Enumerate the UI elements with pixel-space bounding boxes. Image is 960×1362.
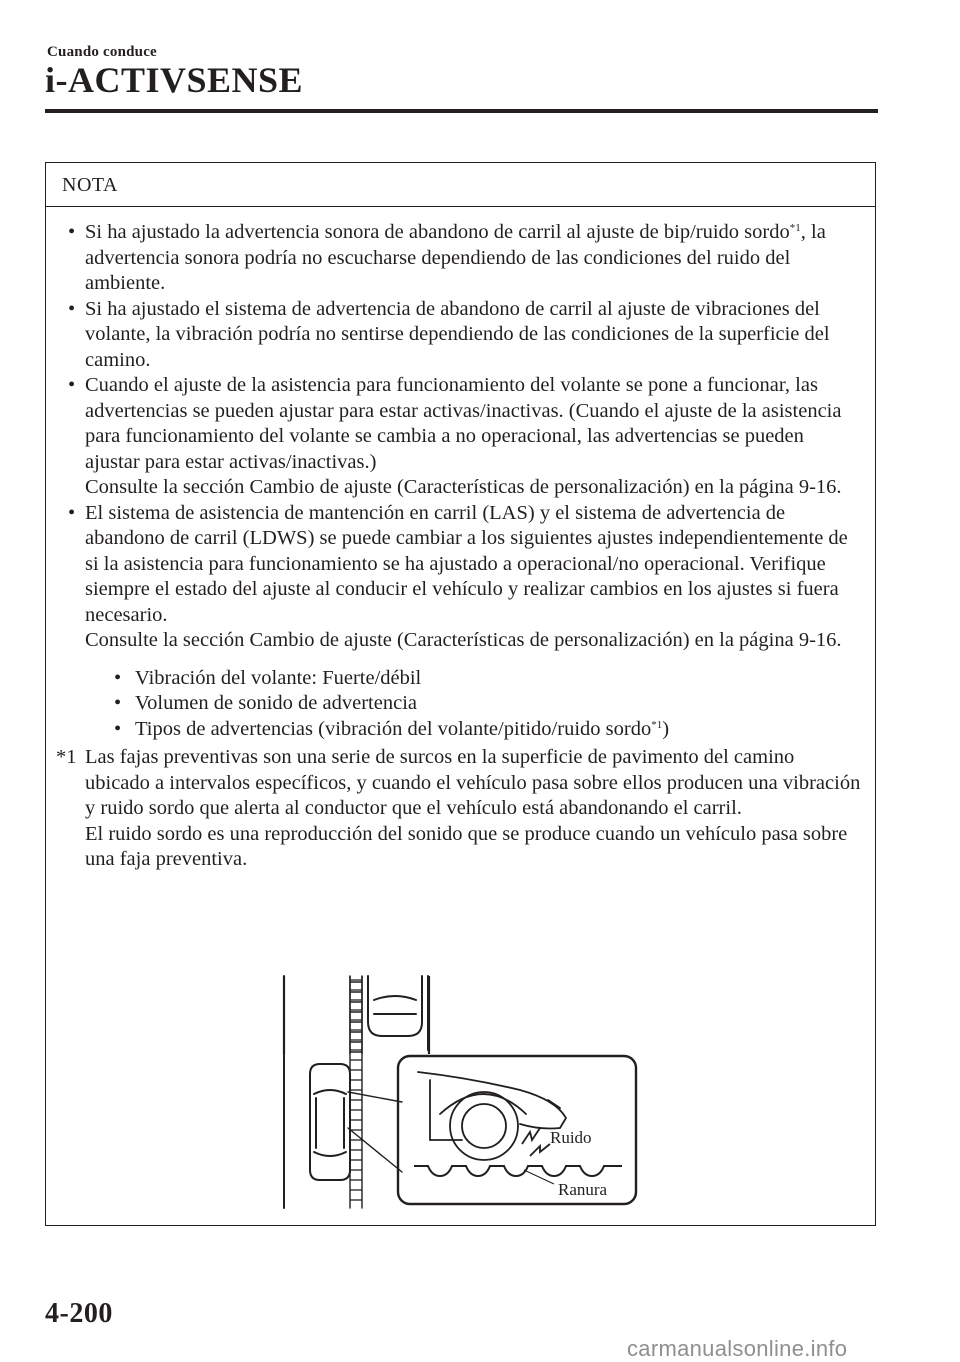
groove-label: Ranura	[558, 1180, 608, 1199]
footnote-text-2: El ruido sordo es una reproducción del sonido que se produce cuando un vehículo pasa sobre una faja preventiva.	[85, 822, 848, 870]
bullet-text-continued: , la advertencia sonora podría no escucharse dependiendo de las condiciones del ruido del ambiente.	[85, 221, 826, 294]
watermark: carmanualsonline.info	[627, 1336, 848, 1361]
bullet-marker: •	[114, 666, 122, 689]
bullet-marker: •	[114, 717, 122, 740]
bullet-marker: •	[68, 374, 76, 396]
bullet-marker: •	[68, 221, 76, 243]
footnote-mark: *1	[56, 746, 77, 768]
settings-item-text: Vibración del volante: Fuerte/débil	[135, 666, 422, 689]
settings-item-text-end: )	[662, 717, 670, 740]
bullet-marker: •	[68, 501, 76, 524]
settings-item-text: Volumen de sonido de advertencia	[135, 692, 417, 714]
page-reference: Consulte la sección Cambio de ajuste (Características de personalización) en la página 9-16.	[85, 629, 842, 651]
bullet-text: Si ha ajustado el sistema de advertencia de abandono de carril al ajuste de vibraciones del volante, la vibración podría no sentirse dependiendo de las condiciones de la superficie del camino.	[85, 297, 830, 371]
settings-item-text: Tipos de advertencias (vibración del volante/pitido/ruido sordo	[135, 717, 652, 740]
note-title: NOTA	[46, 163, 875, 207]
other-car	[368, 976, 422, 1036]
groove-profile	[414, 1166, 622, 1176]
chapter-title: i-ACTIVSENSE	[45, 60, 304, 100]
bullet-marker: •	[68, 297, 76, 320]
page-number: 4-200	[45, 1298, 113, 1329]
footnote-ref: *1	[651, 718, 663, 731]
noise-label: Ruido	[550, 1128, 592, 1147]
page-reference: Consulte la sección Cambio de ajuste (Características de personalización) en la página 9-16.	[85, 476, 842, 498]
footnote-text: Las fajas preventivas son una serie de surcos en la superficie de pavimento del camino ubicado a intervalos específicos, y cuando el vehículo pasa sobre ellos producen una vibración y ruido sordo que alerta al conductor que el vehículo está abandonando el carril.	[85, 746, 861, 819]
bullet-text: Cuando el ajuste de la asistencia para funcionamiento del volante se pone a funcionar, las advertencias se pueden ajustar para estar activas/inactivas. (Cuando el ajuste de la asistencia para funcionamiento del volante se cambia a no operacional, las advertencias se pueden ajustar para estar activas/inactivas.)	[85, 374, 842, 473]
noise-marks	[522, 1128, 550, 1156]
bullet-text: Si ha ajustado la advertencia sonora de abandono de carril al ajuste de bip/ruido sordo	[85, 221, 790, 243]
car-front-detail	[418, 1072, 566, 1160]
section-label: Cuando conduce	[47, 44, 157, 60]
bullet-text: El sistema de asistencia de mantención en carril (LAS) y el sistema de advertencia de abandono de carril (LDWS) se puede cambiar a los siguientes ajustes independientemente de si la asistencia para funcionamiento se ha ajustado a operacional/no operacional. Verifique siempre el estado del ajuste al conducir el vehículo y realizar cambios en los ajustes si fuera necesario.	[85, 501, 848, 626]
footnote-ref: *1	[789, 222, 801, 234]
bullet-marker: •	[114, 692, 122, 714]
